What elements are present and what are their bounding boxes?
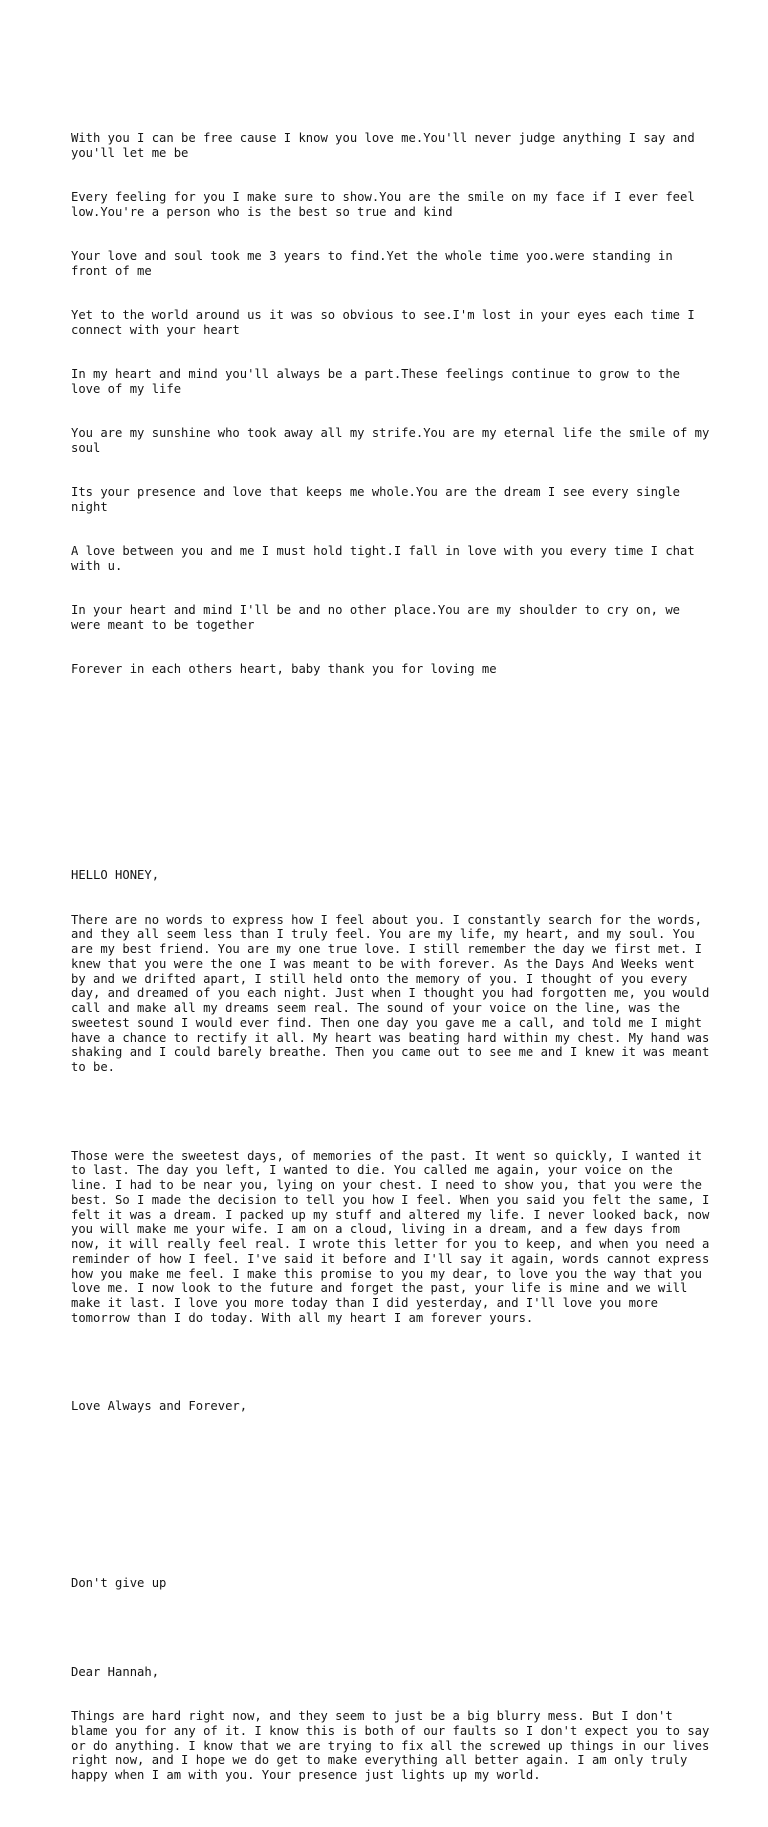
- poem-line: A love between you and me I must hold tight.I fall in love with you every time I chat with u.: [71, 544, 703, 573]
- poem-line: Your love and soul took me 3 years to find.Yet the whole time yoo.were standing in front of me: [71, 249, 681, 278]
- poem-line: With you I can be free cause I know you love me.You'll never judge anything I say and you'll let me be: [71, 131, 703, 160]
- poem-line: Forever in each others heart, baby thank you for loving me: [71, 662, 497, 676]
- poem-line: In your heart and mind I'll be and no other place.You are my shoulder to cry on, we were meant to be together: [71, 603, 688, 632]
- poem-line: In my heart and mind you'll always be a part.These feelings continue to grow to the love of my life: [71, 367, 688, 396]
- letter-greeting: HELLO HONEY,: [71, 868, 160, 883]
- poem-line: You are my sunshine who took away all my strife.You are my eternal life the smile of my soul: [71, 426, 717, 455]
- letter-hannah: [71, 1547, 717, 1813]
- letter-greeting: Dear Hannah,: [71, 1664, 160, 1679]
- document-page: [71, 72, 717, 1827]
- poem-line: Every feeling for you I make sure to show.You are the smile on my face if I ever feel low.You're a person who is the best so true and kind: [71, 190, 703, 219]
- letter-paragraph: Those were the sweetest days, of memories of the past. It went so quickly, I wanted it to last. The day you left, I wanted to die. You called me again, your voice on the line. I had to be near you, lying on your chest. I need to show you, that you were the best. So I made the decision to tell you how I feel. When you said you felt the same, I felt it was a dream. I packed up my stuff and altered my life. I never looked back, now you will make me your wife. I am on a cloud, living in a dream, and a few days from now, it will really feel real. I wrote this letter for you to keep, and when you need a reminder of how I feel. I've said it before and I'll say it again, words cannot express how you make me feel. I make this promise to you my dear, to love you the way that you love me. I now look to the future and forget the past, your life is mine and we will make it last. I love you more today than I did yesterday, and I'll love you more tomorrow than I do today. With all my heart I am forever yours.: [71, 1148, 717, 1325]
- poem: [71, 102, 717, 707]
- letter-paragraph: Things are hard right now, and they seem to just be a big blurry mess. But I don't blame you for any of it. I know this is both of our faults so I don't expect you to say or do anything. I know that we are trying to fix all the screwed up things in our lives right now, and I hope we do get to make everything all better again. I am only truly happy when I am with you. Your presence just lights up my world.: [71, 1709, 717, 1782]
- letter-paragraph: There are no words to express how I feel about you. I constantly search for the words, and they all seem less than I truly feel. You are my life, my heart, and my soul. You are my best friend. You are my one true love. I still remember the day we first met. I knew that you were the one I was meant to be with forever. As the Days And Weeks went by and we drifted apart, I still held onto the memory of you. I thought of you every day, and dreamed of you each night. Just when I thought you had forgotten me, you would call and make all my dreams seem real. The sound of your voice on the line, was the sweetest sound I would ever find. Then one day you gave me a call, and told me I might have a chance to rectify it all. My heart was beating hard within my chest. My hand was shaking and I could barely breathe. Then you came out to see me and I knew it was meant to be.: [71, 912, 717, 1074]
- letter-honey: [71, 839, 717, 1444]
- poem-line: Its your presence and love that keeps me whole.You are the dream I see every single night: [71, 485, 688, 514]
- letter-closing: Love Always and Forever,: [71, 1399, 248, 1414]
- poem-line: Yet to the world around us it was so obvious to see.I'm lost in your eyes each time I connect with your heart: [71, 308, 703, 337]
- letter-title: Don't give up: [71, 1576, 167, 1591]
